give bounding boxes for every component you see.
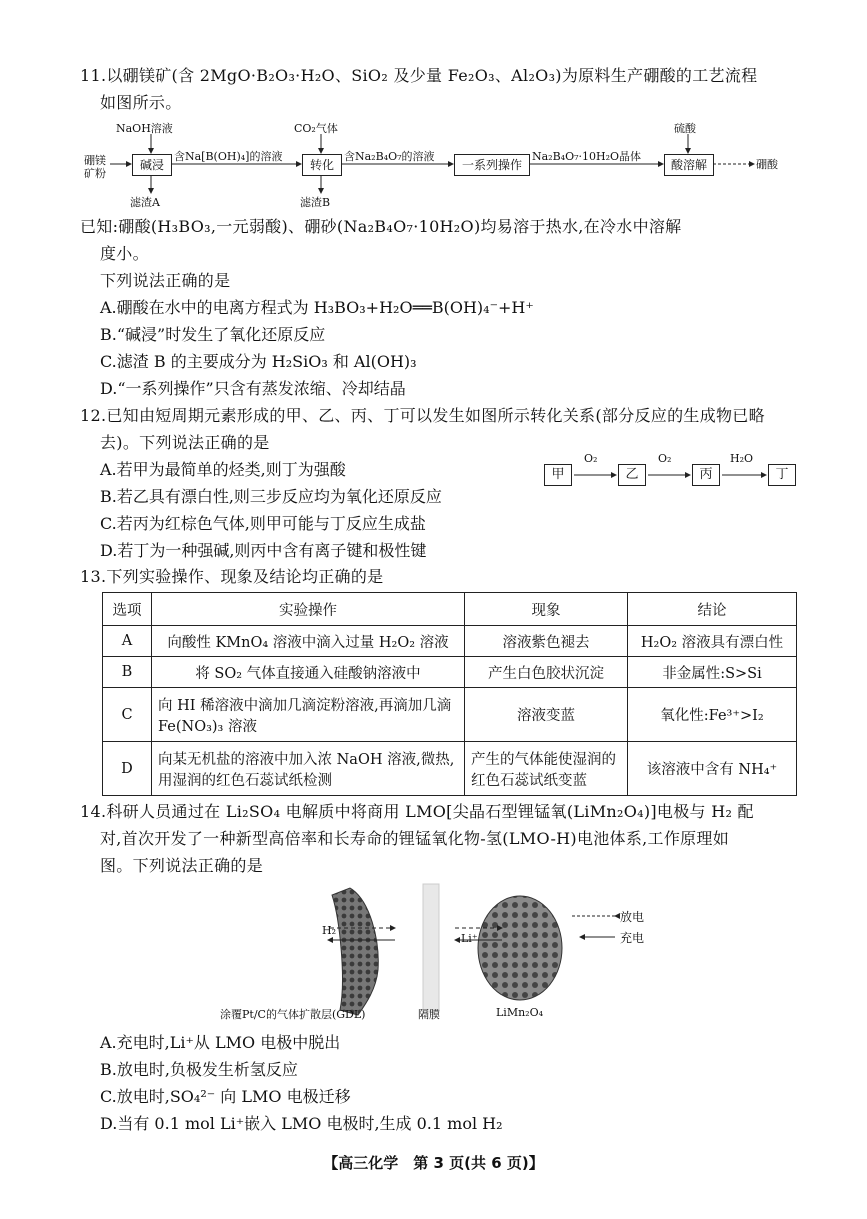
- separator-membrane: [423, 884, 439, 1012]
- chain-reagent-2: O₂: [658, 452, 672, 465]
- flow-bottom2: 滤渣B: [300, 196, 331, 209]
- flow-box-acid: 酸溶解: [664, 154, 714, 176]
- flow-start: 硼镁矿粉: [84, 154, 106, 180]
- table-cell: 向 HI 稀溶液中滴加几滴淀粉溶液,再滴加几滴 Fe(NO₃)₃ 溶液: [152, 688, 465, 742]
- q12-option-d: D.若丁为一种强碱,则丙中含有离子键和极性键: [100, 541, 427, 560]
- table-cell: 将 SO₂ 气体直接通入硅酸钠溶液中: [152, 657, 465, 688]
- q14-option-a: A.充电时,Li⁺从 LMO 电极中脱出: [100, 1033, 341, 1052]
- fig-lmo-label: LiMn₂O₄: [496, 1006, 544, 1019]
- q11-stem: 下列说法正确的是: [100, 271, 231, 290]
- q13-title: 13.下列实验操作、现象及结论均正确的是: [80, 567, 384, 586]
- flow-end: 硼酸: [756, 158, 778, 171]
- q12-option-c: C.若丙为红棕色气体,则甲可能与丁反应生成盐: [100, 514, 426, 533]
- flow-arrow1-label: 含Na[B(OH)₄]的溶液: [174, 150, 283, 163]
- table-row: [103, 657, 797, 688]
- flow-top3: 硫酸: [674, 122, 696, 135]
- chain-node-2: 乙: [618, 464, 646, 486]
- table-cell: C: [103, 688, 152, 742]
- chain-arrows: [544, 452, 804, 492]
- table-header: 结论: [628, 593, 797, 626]
- q14-option-c: C.放电时,SO₄²⁻ 向 LMO 电极迁移: [100, 1087, 351, 1106]
- table-cell: 产生的气体能使湿润的红色石蕊试纸变蓝: [465, 742, 628, 796]
- flow-arrows: [80, 116, 800, 211]
- gdl-electrode: [332, 888, 378, 1015]
- q11-option-d: D.“一系列操作”只含有蒸发浓缩、冷却结晶: [100, 379, 406, 398]
- q12-line2: 去)。下列说法正确的是: [100, 433, 270, 452]
- lmo-crystal: [478, 896, 562, 1000]
- flow-box-series: 一系列操作: [454, 154, 530, 176]
- q12-chain-diagram: [544, 452, 804, 492]
- q11-known-line1: 已知:硼酸(H₃BO₃,一元弱酸)、硼砂(Na₂B₄O₇·10H₂O)均易溶于热水,在冷水中溶解: [80, 217, 682, 236]
- table-cell: 该溶液中含有 NH₄⁺: [628, 742, 797, 796]
- fig-li-label: Li⁺: [461, 932, 478, 945]
- q11-option-a: A.硼酸在水中的电离方程式为 H₃BO₃+H₂O══B(OH)₄⁻+H⁺: [100, 298, 534, 317]
- q12-line1: 12.已知由短周期元素形成的甲、乙、丙、丁可以发生如图所示转化关系(部分反应的生成物已略: [80, 406, 765, 425]
- flow-arrow2-label: 含Na₂B₄O₇的溶液: [344, 150, 435, 163]
- chain-reagent-1: O₂: [584, 452, 598, 465]
- table-cell: 溶液变蓝: [465, 688, 628, 742]
- q14-line1: 14.科研人员通过在 Li₂SO₄ 电解质中将商用 LMO[尖晶石型锂锰氧(LiMn₂O₄)]电极与 H₂ 配: [80, 802, 754, 821]
- q14-option-b: B.放电时,负极发生析氢反应: [100, 1060, 298, 1079]
- table-row: [103, 626, 797, 657]
- q14-option-d: D.当有 0.1 mol Li⁺嵌入 LMO 电极时,生成 0.1 mol H₂: [100, 1114, 503, 1133]
- flow-box-alkali: 碱浸: [132, 154, 172, 176]
- table-row: [103, 742, 797, 796]
- table-header: 选项: [103, 593, 152, 626]
- fig-discharge-label: 放电: [620, 910, 645, 924]
- q11-option-c: C.滤渣 B 的主要成分为 H₂SiO₃ 和 Al(OH)₃: [100, 352, 417, 371]
- flow-arrow3-label: Na₂B₄O₇·10H₂O晶体: [532, 150, 642, 163]
- battery-drawing: [220, 880, 670, 1025]
- table-cell: B: [103, 657, 152, 688]
- chain-node-1: 甲: [544, 464, 572, 486]
- q12-option-b: B.若乙具有漂白性,则三步反应均为氧化还原反应: [100, 487, 442, 506]
- table-cell: 氧化性:Fe³⁺>I₂: [628, 688, 797, 742]
- fig-h2-label: H₂: [322, 924, 337, 937]
- table-cell: A: [103, 626, 152, 657]
- table-cell: D: [103, 742, 152, 796]
- table-header-row: [103, 593, 797, 626]
- chain-node-3: 丙: [692, 464, 720, 486]
- table-header: 现象: [465, 593, 628, 626]
- table-cell: 溶液紫色褪去: [465, 626, 628, 657]
- table-cell: 产生白色胶状沉淀: [465, 657, 628, 688]
- q11-flow-diagram: [80, 116, 800, 211]
- q11-line2: 如图所示。: [100, 93, 182, 112]
- q11-option-b: B.“碱浸”时发生了氧化还原反应: [100, 325, 326, 344]
- q14-line2: 对,首次开发了一种新型高倍率和长寿命的锂锰氧化物-氢(LMO-H)电池体系,工作原理如: [100, 829, 730, 848]
- table-header: 实验操作: [152, 593, 465, 626]
- page-footer: 【高三化学 第 3 页(共 6 页)】: [323, 1154, 544, 1172]
- table-cell: 向某无机盐的溶液中加入浓 NaOH 溶液,微热,用湿润的红色石蕊试纸检测: [152, 742, 465, 796]
- q11-line1: 11.以硼镁矿(含 2MgO·B₂O₃·H₂O、SiO₂ 及少量 Fe₂O₃、Al₂O₃)为原料生产硼酸的工艺流程: [80, 66, 758, 85]
- chain-reagent-3: H₂O: [730, 452, 754, 465]
- fig-membrane-label: 隔膜: [418, 1008, 440, 1021]
- q14-battery-figure: [220, 880, 670, 1025]
- table-cell: 向酸性 KMnO₄ 溶液中滴入过量 H₂O₂ 溶液: [152, 626, 465, 657]
- chain-node-4: 丁: [768, 464, 796, 486]
- table-cell: H₂O₂ 溶液具有漂白性: [628, 626, 797, 657]
- q11-known-line2: 度小。: [100, 244, 149, 263]
- fig-charge-label: 充电: [620, 931, 645, 945]
- flow-bottom1: 滤渣A: [130, 196, 160, 209]
- q12-option-a: A.若甲为最简单的烃类,则丁为强酸: [100, 460, 346, 479]
- table-row: [103, 688, 797, 742]
- table-cell: 非金属性:S>Si: [628, 657, 797, 688]
- q14-line3: 图。下列说法正确的是: [100, 856, 264, 875]
- flow-top1: NaOH溶液: [116, 122, 173, 135]
- fig-gdl-label: 涂覆Pt/C的气体扩散层(GDL): [220, 1008, 366, 1021]
- flow-box-convert: 转化: [302, 154, 342, 176]
- q13-table: [102, 592, 797, 796]
- flow-top2: CO₂气体: [294, 122, 338, 135]
